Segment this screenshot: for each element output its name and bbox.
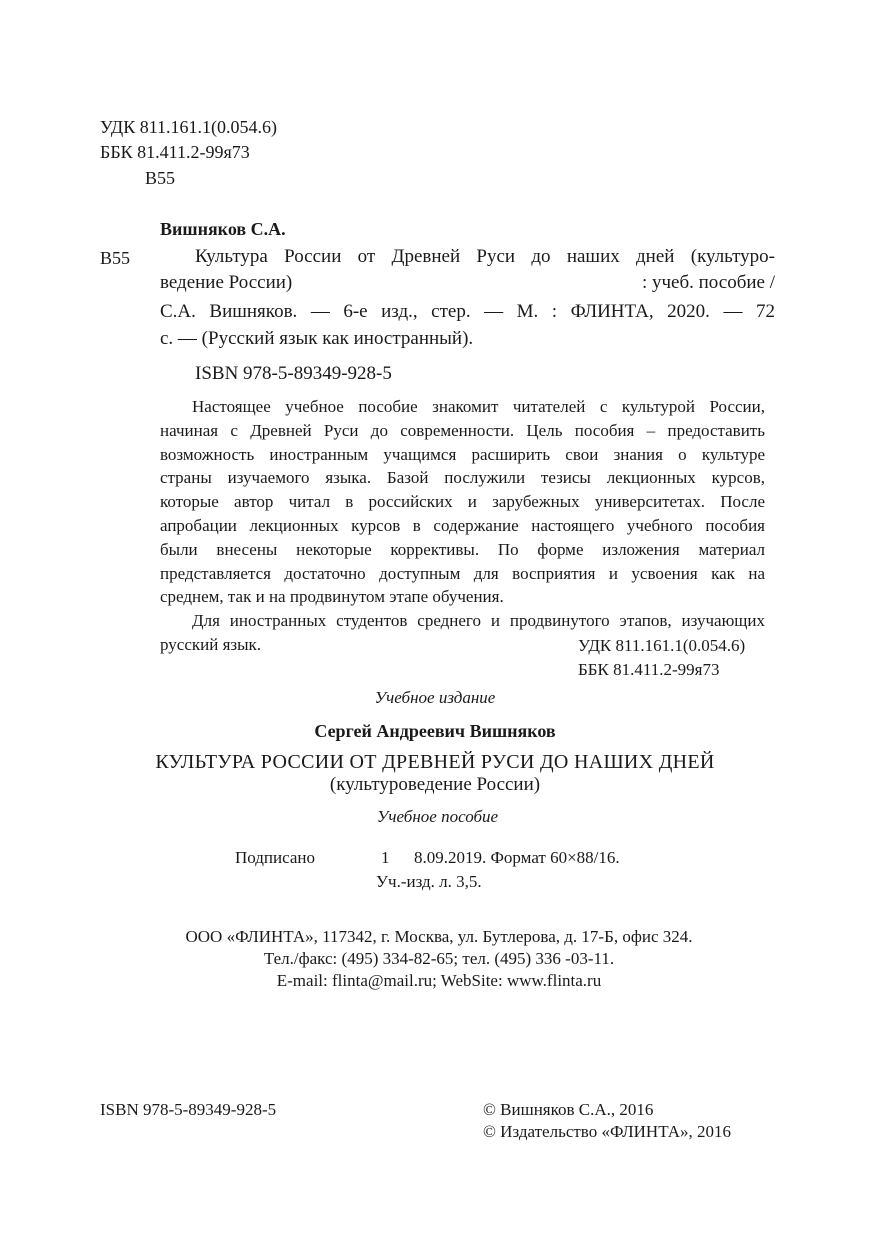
book-type: Учебное пособие [376, 807, 499, 826]
book-subtitle: (культуроведение России) [329, 774, 541, 795]
author-heading: Вишняков С.А. [160, 219, 286, 239]
biblio-line-3: С.А. Вишняков. — 6-е изд., стер. — М. : ФЛИНТА, 2020. — 72 [160, 301, 775, 322]
publisher-phone: Тел./факс: (495) 334-82-65; тел. (495) 336 -03-11. [263, 949, 615, 968]
abstract-line: были внесены некоторые коррективы. По форме изложения материал [160, 539, 765, 559]
book-title: КУЛЬТУРА РОССИИ ОТ ДРЕВНЕЙ РУСИ ДО НАШИХ ДНЕЙ [155, 751, 715, 773]
author-full-name: Сергей Андреевич Вишняков [314, 721, 556, 741]
udk-code-right: УДК 811.161.1(0.054.6) [578, 636, 746, 655]
isbn-middle: ISBN 978-5-89349-928-5 [195, 363, 392, 384]
abstract-line: Для иностранных студентов среднего и продвинутого этапов, изучающих [192, 611, 765, 631]
abstract-line: русский язык. [160, 634, 262, 654]
abstract-line: которые автор читал в российских и зарубежных университетах. После [160, 492, 765, 512]
copyright-author: © Вишняков С.А., 2016 [483, 1100, 654, 1119]
edition-type: Учебное издание [374, 688, 496, 707]
udk-code-top: УДК 811.161.1(0.054.6) [100, 117, 278, 137]
abstract-line: начиная с Древней Руси до современности. Цель пособия – предоставить [160, 420, 765, 440]
biblio-line-4: с. — (Русский язык как иностранный). [160, 328, 474, 349]
signed-number: 1 [381, 848, 390, 867]
bbk-code-right: ББК 81.411.2-99я73 [578, 660, 720, 679]
abstract-line: страны изучаемого языка. Базой послужили тезисы лекционных курсов, [160, 468, 765, 488]
isbn-bottom: ISBN 978-5-89349-928-5 [100, 1100, 277, 1119]
abstract-line: представляется достаточно доступным для восприятия и усвоения как на [160, 563, 765, 583]
abstract-line: апробации лекционных курсов в содержание настоящего учебного пособия [160, 515, 765, 535]
biblio-line-2-left: ведение России) [160, 272, 293, 293]
author-mark-top: В55 [145, 168, 176, 188]
signed-date-format: 8.09.2019. Формат 60×88/16. [414, 848, 620, 867]
author-mark-left: В55 [100, 248, 131, 268]
abstract-line: среднем, так и на продвинутом этапе обучения. [160, 587, 504, 607]
publisher-web: E-mail: flinta@mail.ru; WebSite: www.flinta.ru [276, 971, 602, 990]
abstract-line: Настоящее учебное пособие знакомит читателей с культурой России, [192, 397, 765, 416]
signed-label: Подписано [235, 848, 316, 867]
biblio-line-2-right: : учеб. пособие / [641, 272, 775, 293]
biblio-line-1: Культура России от Древней Руси до наших дней (культуро- [195, 246, 775, 267]
bbk-code-top: ББК 81.411.2-99я73 [100, 142, 250, 162]
print-sheets: Уч.-изд. л. 3,5. [376, 872, 482, 891]
abstract [160, 395, 765, 657]
publisher-address: ООО «ФЛИНТА», 117342, г. Москва, ул. Бутлерова, д. 17-Б, офис 324. [185, 927, 693, 946]
abstract-line: возможность иностранным учащимся расширить свои знания о культуре [160, 444, 765, 464]
copyright-publisher: © Издательство «ФЛИНТА», 2016 [483, 1122, 732, 1141]
